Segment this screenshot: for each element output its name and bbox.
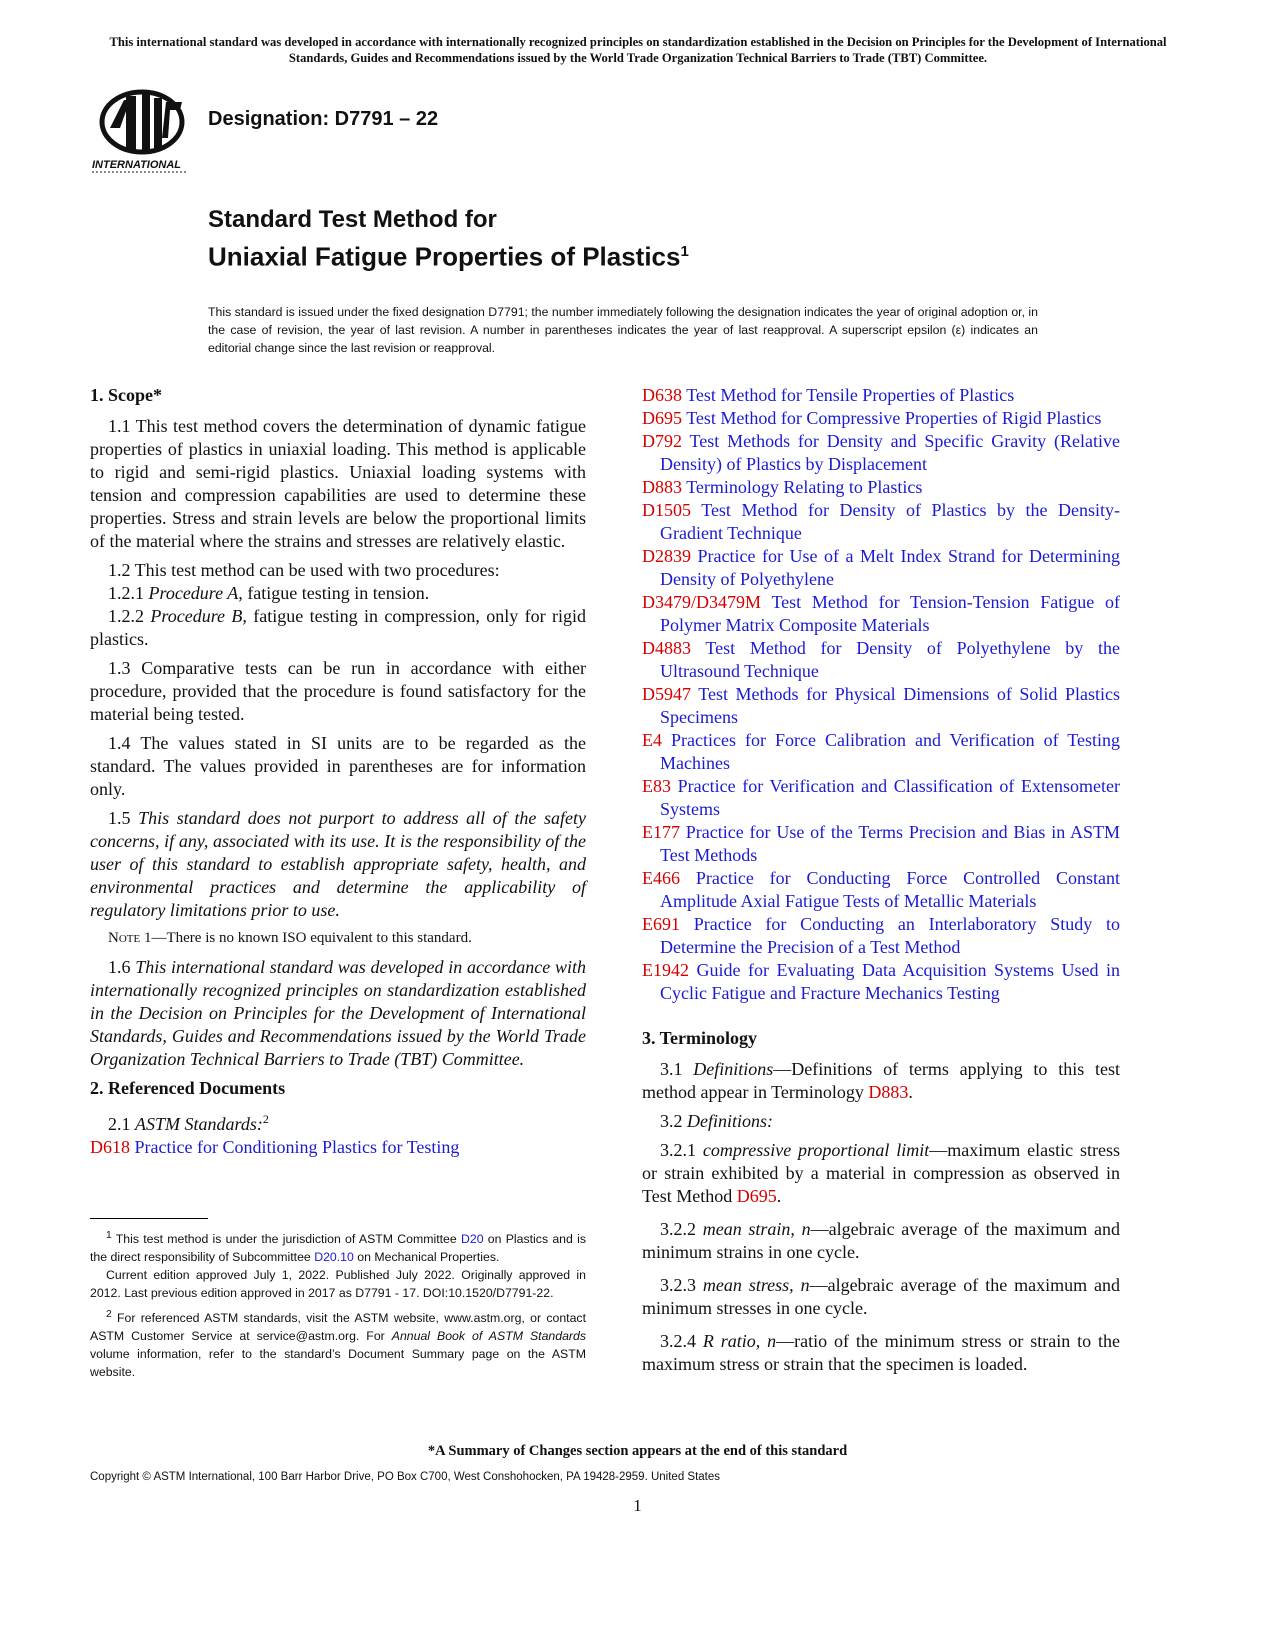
reference-item[interactable]	[642, 407, 1120, 430]
reference-title-link[interactable]: Practice for Use of a Melt Index Strand for Determining Density of Polyethylene	[660, 546, 1120, 589]
title-footnote-mark: 1	[680, 243, 689, 260]
para-em: ASTM Standards:	[135, 1114, 263, 1134]
document-title	[208, 205, 689, 274]
para-num: 2.1	[108, 1114, 131, 1134]
copyright: Copyright © ASTM International, 100 Barr Harbor Drive, PO Box C700, West Conshohocken, PA 19428-2959. United States	[90, 1471, 721, 1483]
reference-title-link[interactable]: Practice for Verification and Classification of Extensometer Systems	[660, 776, 1120, 819]
d20-10-link[interactable]: D20.10	[314, 1250, 354, 1265]
footnote-2	[90, 1306, 586, 1381]
reference-item[interactable]	[642, 729, 1120, 775]
d883-link[interactable]: D883	[868, 1082, 909, 1102]
para-text: —maximum elastic stress or strain exhibited by a material in compression as observed in Test Method	[642, 1140, 1120, 1206]
footnote-text: For referenced ASTM standards, visit the ASTM website, www.astm.org, or contact ASTM Customer Service at service@astm.org. For	[90, 1311, 586, 1344]
reference-title-link[interactable]: Test Method for Compressive Properties of Rigid Plastics	[686, 408, 1102, 428]
reference-item[interactable]	[642, 591, 1120, 637]
reference-item[interactable]	[642, 821, 1120, 867]
reference-item[interactable]	[642, 913, 1120, 959]
para-text: —algebraic average of the maximum and minimum stresses in one cycle.	[642, 1275, 1120, 1318]
footnote-text: This test method is under the jurisdiction of ASTM Committee	[115, 1232, 457, 1247]
para-num: 1.5	[108, 808, 131, 828]
reference-code-link[interactable]: D792	[642, 431, 682, 451]
footnote-text: on Mechanical Properties.	[357, 1250, 500, 1265]
paragraph-1-2: 1.2 This test method can be used with two procedures:	[108, 560, 500, 580]
reference-item[interactable]	[642, 959, 1120, 1005]
reference-item[interactable]	[642, 499, 1120, 545]
title-line-2-text: Uniaxial Fatigue Properties of Plastics	[208, 241, 681, 272]
footnote-rule	[90, 1218, 208, 1219]
para-text: fatigue testing in compression, only for rigid plastics.	[90, 606, 587, 649]
para-text: —algebraic average of the maximum and minimum strains in one cycle.	[642, 1219, 1120, 1262]
paragraph-3-1: 3.1 Definitions—Definitions of terms applying to this test method appear in Terminology D883.	[642, 1059, 1120, 1102]
reference-code-link[interactable]: D883	[642, 477, 682, 497]
footnote-mark: 2	[106, 1309, 112, 1321]
reference-item[interactable]	[642, 683, 1120, 729]
paragraph-1-4: 1.4 The values stated in SI units are to be regarded as the standard. The values provided in parentheses are for information only.	[90, 733, 586, 799]
reference-code-link[interactable]: E177	[642, 822, 680, 842]
para-num: 3.2.4	[660, 1331, 696, 1351]
astm-logo	[90, 88, 200, 178]
section-heading-scope: 1. Scope*	[90, 385, 162, 405]
note-text: —There is no known ISO equivalent to this standard.	[151, 930, 472, 946]
d20-link[interactable]: D20	[460, 1232, 484, 1247]
para-num: 3.2.1	[660, 1140, 696, 1160]
title-line-2	[208, 235, 689, 274]
section-heading-terminology: 3. Terminology	[642, 1028, 758, 1048]
reference-item[interactable]	[642, 476, 1120, 499]
footnote-mark: 2	[262, 1112, 269, 1126]
para-em: R ratio, n	[702, 1331, 777, 1351]
para-em: This standard does not purport to address all of the safety concerns, if any, associated with its use. It is the responsibility of the user of this standard to establish appropriate safety, health, and environmental practices and determine the applicability of regulatory limitations prior to use.	[90, 808, 586, 920]
reference-title-link[interactable]: Test Methods for Physical Dimensions of Solid Plastics Specimens	[660, 684, 1120, 727]
d695-link[interactable]: D695	[736, 1186, 777, 1206]
paragraph-1-5	[90, 807, 586, 922]
paragraph-3-2-2	[642, 1218, 1120, 1264]
paragraph-3-2-3	[642, 1274, 1120, 1320]
paragraph-3-2	[642, 1110, 1120, 1133]
logo-text: INTERNATIONAL	[92, 159, 182, 171]
reference-item[interactable]	[642, 545, 1120, 591]
reference-code-link[interactable]: D5947	[642, 684, 691, 704]
para-em: Procedure A,	[148, 583, 243, 603]
reference-title-link[interactable]: Test Methods for Density and Specific Gravity (Relative Density) of Plastics by Displacement	[660, 431, 1120, 474]
para-num: 3.2.3	[660, 1275, 696, 1295]
reference-item[interactable]	[642, 430, 1120, 476]
reference-title-link[interactable]: Test Method for Tensile Properties of Plastics	[686, 385, 1015, 405]
para-num: 3.2.2	[660, 1219, 696, 1239]
footnote-text: on Plastics and is the direct responsibility of Subcommittee	[90, 1232, 586, 1265]
reference-title-link[interactable]: Terminology Relating to Plastics	[686, 477, 923, 497]
paragraph-1-2-2	[90, 605, 586, 651]
reference-item[interactable]	[642, 384, 1120, 407]
paragraph-2-1	[90, 1108, 586, 1136]
reference-title-link[interactable]: Practice for Conducting an Interlaboratory Study to Determine the Precision of a Test Method	[660, 914, 1120, 957]
footnote-1	[90, 1227, 586, 1266]
title-line-1: Standard Test Method for	[208, 206, 497, 233]
astm-logo-icon	[90, 88, 200, 178]
reference-code-link[interactable]: E4	[642, 730, 662, 750]
section-heading-referenced-documents: 2. Referenced Documents	[90, 1078, 286, 1098]
left-column	[90, 384, 586, 1159]
reference-title-link[interactable]: Practice for Conditioning Plastics for Testing	[134, 1137, 460, 1157]
reference-code-link[interactable]: D2839	[642, 546, 691, 566]
page-number: 1	[633, 1496, 642, 1515]
reference-title-link[interactable]: Test Method for Tension-Tension Fatigue of Polymer Matrix Composite Materials	[660, 592, 1120, 635]
reference-item[interactable]	[642, 775, 1120, 821]
paragraph-1-1: 1.1 This test method covers the determination of dynamic fatigue properties of plastics in uniaxial loading. This method is applicable to rigid and semi-rigid plastics. Uniaxial loading systems with tension and compression capabilities are used to determine these properties. Stress and strain levels are below the proportional limits of the material where the strains and stresses are relatively elastic.	[90, 416, 586, 551]
footnote-1-edition: Current edition approved July 1, 2022. Published July 2022. Originally approved in 2012. Last previous edition approved in 2017 as D7791 - 17. DOI:10.1520/D7791-22.	[90, 1268, 586, 1301]
summary-of-changes-note: *A Summary of Changes section appears at the end of this standard	[427, 1443, 848, 1459]
footnote-em: Annual Book of ASTM Standards	[391, 1329, 587, 1344]
reference-code-link[interactable]: D3479/D3479M	[642, 592, 762, 612]
paragraph-3-2-4	[642, 1330, 1120, 1376]
reference-title-link[interactable]: Practice for Use of the Terms Precision and Bias in ASTM Test Methods	[660, 822, 1120, 865]
paragraph-3-2-1: 3.2.1 compressive proportional limit—maximum elastic stress or strain exhibited by a material in compression as observed in Test Method D695.	[642, 1140, 1120, 1206]
reference-title-link[interactable]: Guide for Evaluating Data Acquisition Systems Used in Cyclic Fatigue and Fracture Mechanics Testing	[660, 960, 1120, 1003]
reference-code-link[interactable]: D618	[90, 1137, 130, 1157]
para-em: Definitions	[693, 1059, 774, 1079]
para-em: This international standard was developed in accordance with internationally recognized principles on standardization established in the Decision on Principles for the Development of International Standards, Guides and Recommendations issued by the World Trade Organization Technical Barriers to Trade (TBT) Committee.	[90, 957, 586, 1069]
reference-code-link[interactable]: D1505	[642, 500, 691, 520]
para-em: compressive proportional limit	[702, 1140, 930, 1160]
issue-note: This standard is issued under the fixed designation D7791; the number immediately following the designation indicates the year of original adoption or, in the case of revision, the year of last revision. A number in parentheses indicates the year of last reapproval. A superscript epsilon (ε) indicates an editorial change since the last revision or reapproval.	[208, 305, 1038, 355]
para-text: —ratio of the minimum stress or strain to the maximum stress or strain that the specimen is loaded.	[642, 1331, 1121, 1374]
paragraph-1-6	[90, 956, 586, 1071]
note-1	[90, 928, 586, 948]
para-num: 1.6	[108, 957, 131, 977]
reference-code-link[interactable]: E466	[642, 868, 680, 888]
paragraph-1-2-1	[90, 582, 586, 605]
para-num: 1.2.1	[108, 583, 144, 603]
reference-code-link[interactable]: E1942	[642, 960, 689, 980]
footnote-mark: 1	[106, 1230, 112, 1241]
reference-title-link[interactable]: Practice for Conducting Force Controlled Constant Amplitude Axial Fatigue Tests of Metallic Materials	[660, 868, 1120, 911]
reference-code-link[interactable]: D638	[642, 385, 682, 405]
footnotes	[90, 1218, 586, 1381]
para-num: 3.2	[660, 1111, 683, 1131]
para-text: fatigue testing in tension.	[247, 583, 430, 603]
note-label: Note 1	[108, 930, 152, 946]
reference-item[interactable]	[642, 637, 1120, 683]
para-num: 3.1	[660, 1059, 683, 1079]
paragraph-1-3: 1.3 Comparative tests can be run in accordance with either procedure, provided that the procedure is found satisfactory for the material being tested.	[90, 658, 586, 724]
reference-title-link[interactable]: Test Method for Density of Polyethylene by the Ultrasound Technique	[660, 638, 1120, 681]
designation: Designation: D7791 – 22	[208, 108, 439, 130]
reference-item[interactable]	[642, 867, 1120, 913]
reference-code-link[interactable]: D4883	[642, 638, 691, 658]
top-notice: This international standard was developed in accordance with internationally recognized principles on standardization established in the Decision on Principles for the Development of International Standards, Guides and Recommendations issued by the World Trade Organization Technical Barriers to Trade (TBT) Committee.	[109, 35, 1167, 65]
footnote-text: volume information, refer to the standard’s Document Summary page on the ASTM website.	[90, 1347, 586, 1380]
reference-code-link[interactable]: D695	[642, 408, 682, 428]
para-num: 1.2.2	[108, 606, 144, 626]
para-em: mean strain, n	[702, 1219, 811, 1239]
para-em: Procedure B,	[150, 606, 247, 626]
para-em: mean stress, n	[702, 1275, 810, 1295]
para-em: Definitions:	[687, 1111, 773, 1131]
reference-code-link[interactable]: E691	[642, 914, 680, 934]
reference-item[interactable]	[90, 1136, 586, 1159]
right-column	[642, 384, 1120, 1382]
para-text: —Definitions of terms applying to this test method appear in Terminology	[642, 1059, 1120, 1102]
reference-title-link[interactable]: Practices for Force Calibration and Verification of Testing Machines	[660, 730, 1120, 773]
reference-title-link[interactable]: Test Method for Density of Plastics by the Density-Gradient Technique	[660, 500, 1121, 543]
reference-code-link[interactable]: E83	[642, 776, 671, 796]
